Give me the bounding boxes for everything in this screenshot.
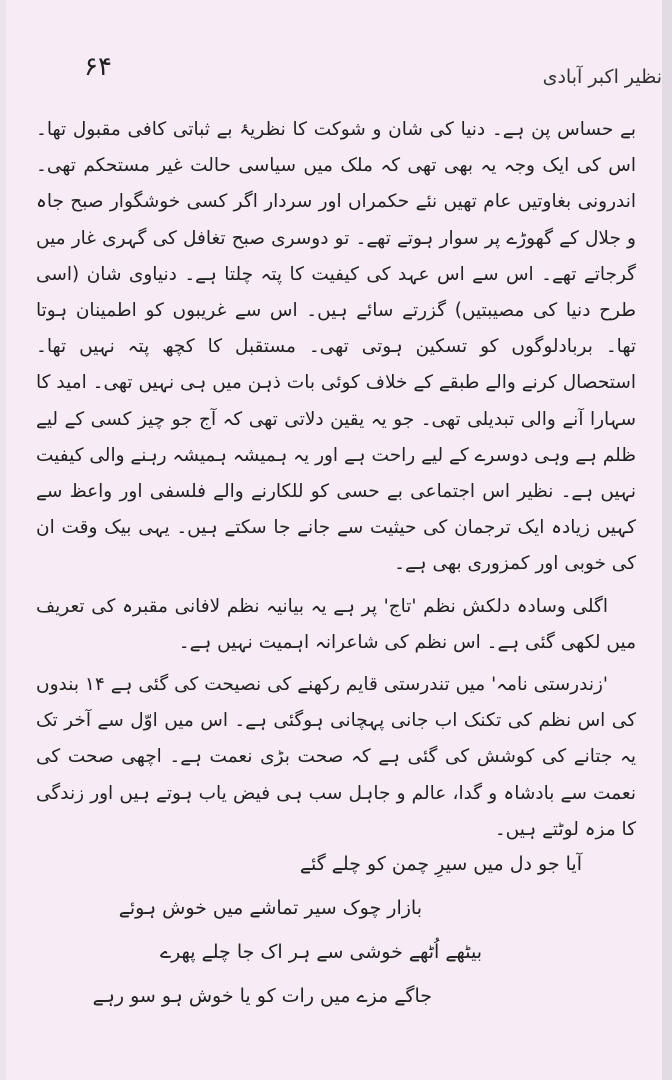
paragraph: اگلی وسادہ دلکش نظم 'تاج' پر ہے یہ بیانیہ نظم لافانی مقبرہ کی تعریف میں لکھی گئی ہے۔ اس نظم کی شاعرانہ اہمیت نہیں ہے۔ [36,595,636,653]
paragraph: بے حساس پن ہے۔ دنیا کی شان و شوکت کا نظریۂ بے ثباتی کافی مقبول تھا۔ اس کی ایک وجہ یہ بھی تھی کہ ملک میں سیاسی حالت غیر مستحکم تھی۔ اندرونی بغاوتیں عام تھیں نئے حکمراں اور سردار اگر کسی خوشگوار صبح جاہ و جلال کے گھوڑے پر سوار ہوتے تھے۔ تو دوسری صبح تغافل کی گہری غار میں گرجاتے تھے۔ اس سے اس عہد کی کیفیت کا پتہ چلتا ہے۔ دنیاوی شان (اسی طرح دنیا کی مصیبتیں) گزرتے سائے ہیں۔ اس سے غریبوں کو اطمینان ہوتا تھا۔ بربادلوگوں کو تسکین ہوتی تھی۔ مستقبل کا کچھ پتہ نہیں تھا۔ استحصال کرنے والے طبقے کے خلاف کوئی بات ذہن میں ہی نہیں تھی۔ امید کا سہارا آنے والی تبدیلی تھی۔ جو یہ یقین دلاتی تھی کہ آج جو چیز کسی کے لیے ظلم ہے وہی دوسرے کے لیے راحت ہے اور یہ ہمیشہ ہمیشہ رہنے والی کیفیت نہیں ہے۔ نظیر اس اجتماعی بے حسی کو للکارنے والے فلسفی اور واعظ سے کہیں زیادہ ایک ترجمان کی حیثیت سے جانے جا سکتے ہیں۔ یہی بیک وقت ان کی خوبی اور کمزوری بھی ہے۔ [36,119,636,575]
paragraph: 'زندرستی نامہ' میں تندرستی قایم رکھنے کی نصیحت کی گئی ہے ۱۴ بندوں کی اس نظم کی تکنک اب جانی پہچانی ہوگئی ہے۔ اس میں اوّل سے آخر تک یہ جتانے کی کوشش کی گئی ہے کہ صحت بڑی نعمت ہے۔ اچھی صحت کی نعمت سے بادشاہ و گدا، عالم و جاہل سب ہی فیض یاب ہوتے ہیں اور زندگی کا مزہ لوٹتے ہیں۔ [36,674,636,840]
page-number: ۶۴ [84,52,112,82]
poem-line: بیٹھے اُٹھے خوشی سے ہر اک جا چلے پھرے [159,941,482,963]
poem-line: آیا جو دل میں سیرِ چمن کو چلے گئے [299,853,582,875]
poem-stanza [32,842,592,1018]
poem-line: جاگے مزے میں رات کو یا خوش ہو سو رہے [92,985,432,1007]
poem-line: بازار چوک سیر تماشے میں خوش ہوئے [118,897,422,919]
page-header [6,52,662,92]
body-text [36,112,636,848]
running-head: نظیر اکبر آبادی [542,66,662,88]
